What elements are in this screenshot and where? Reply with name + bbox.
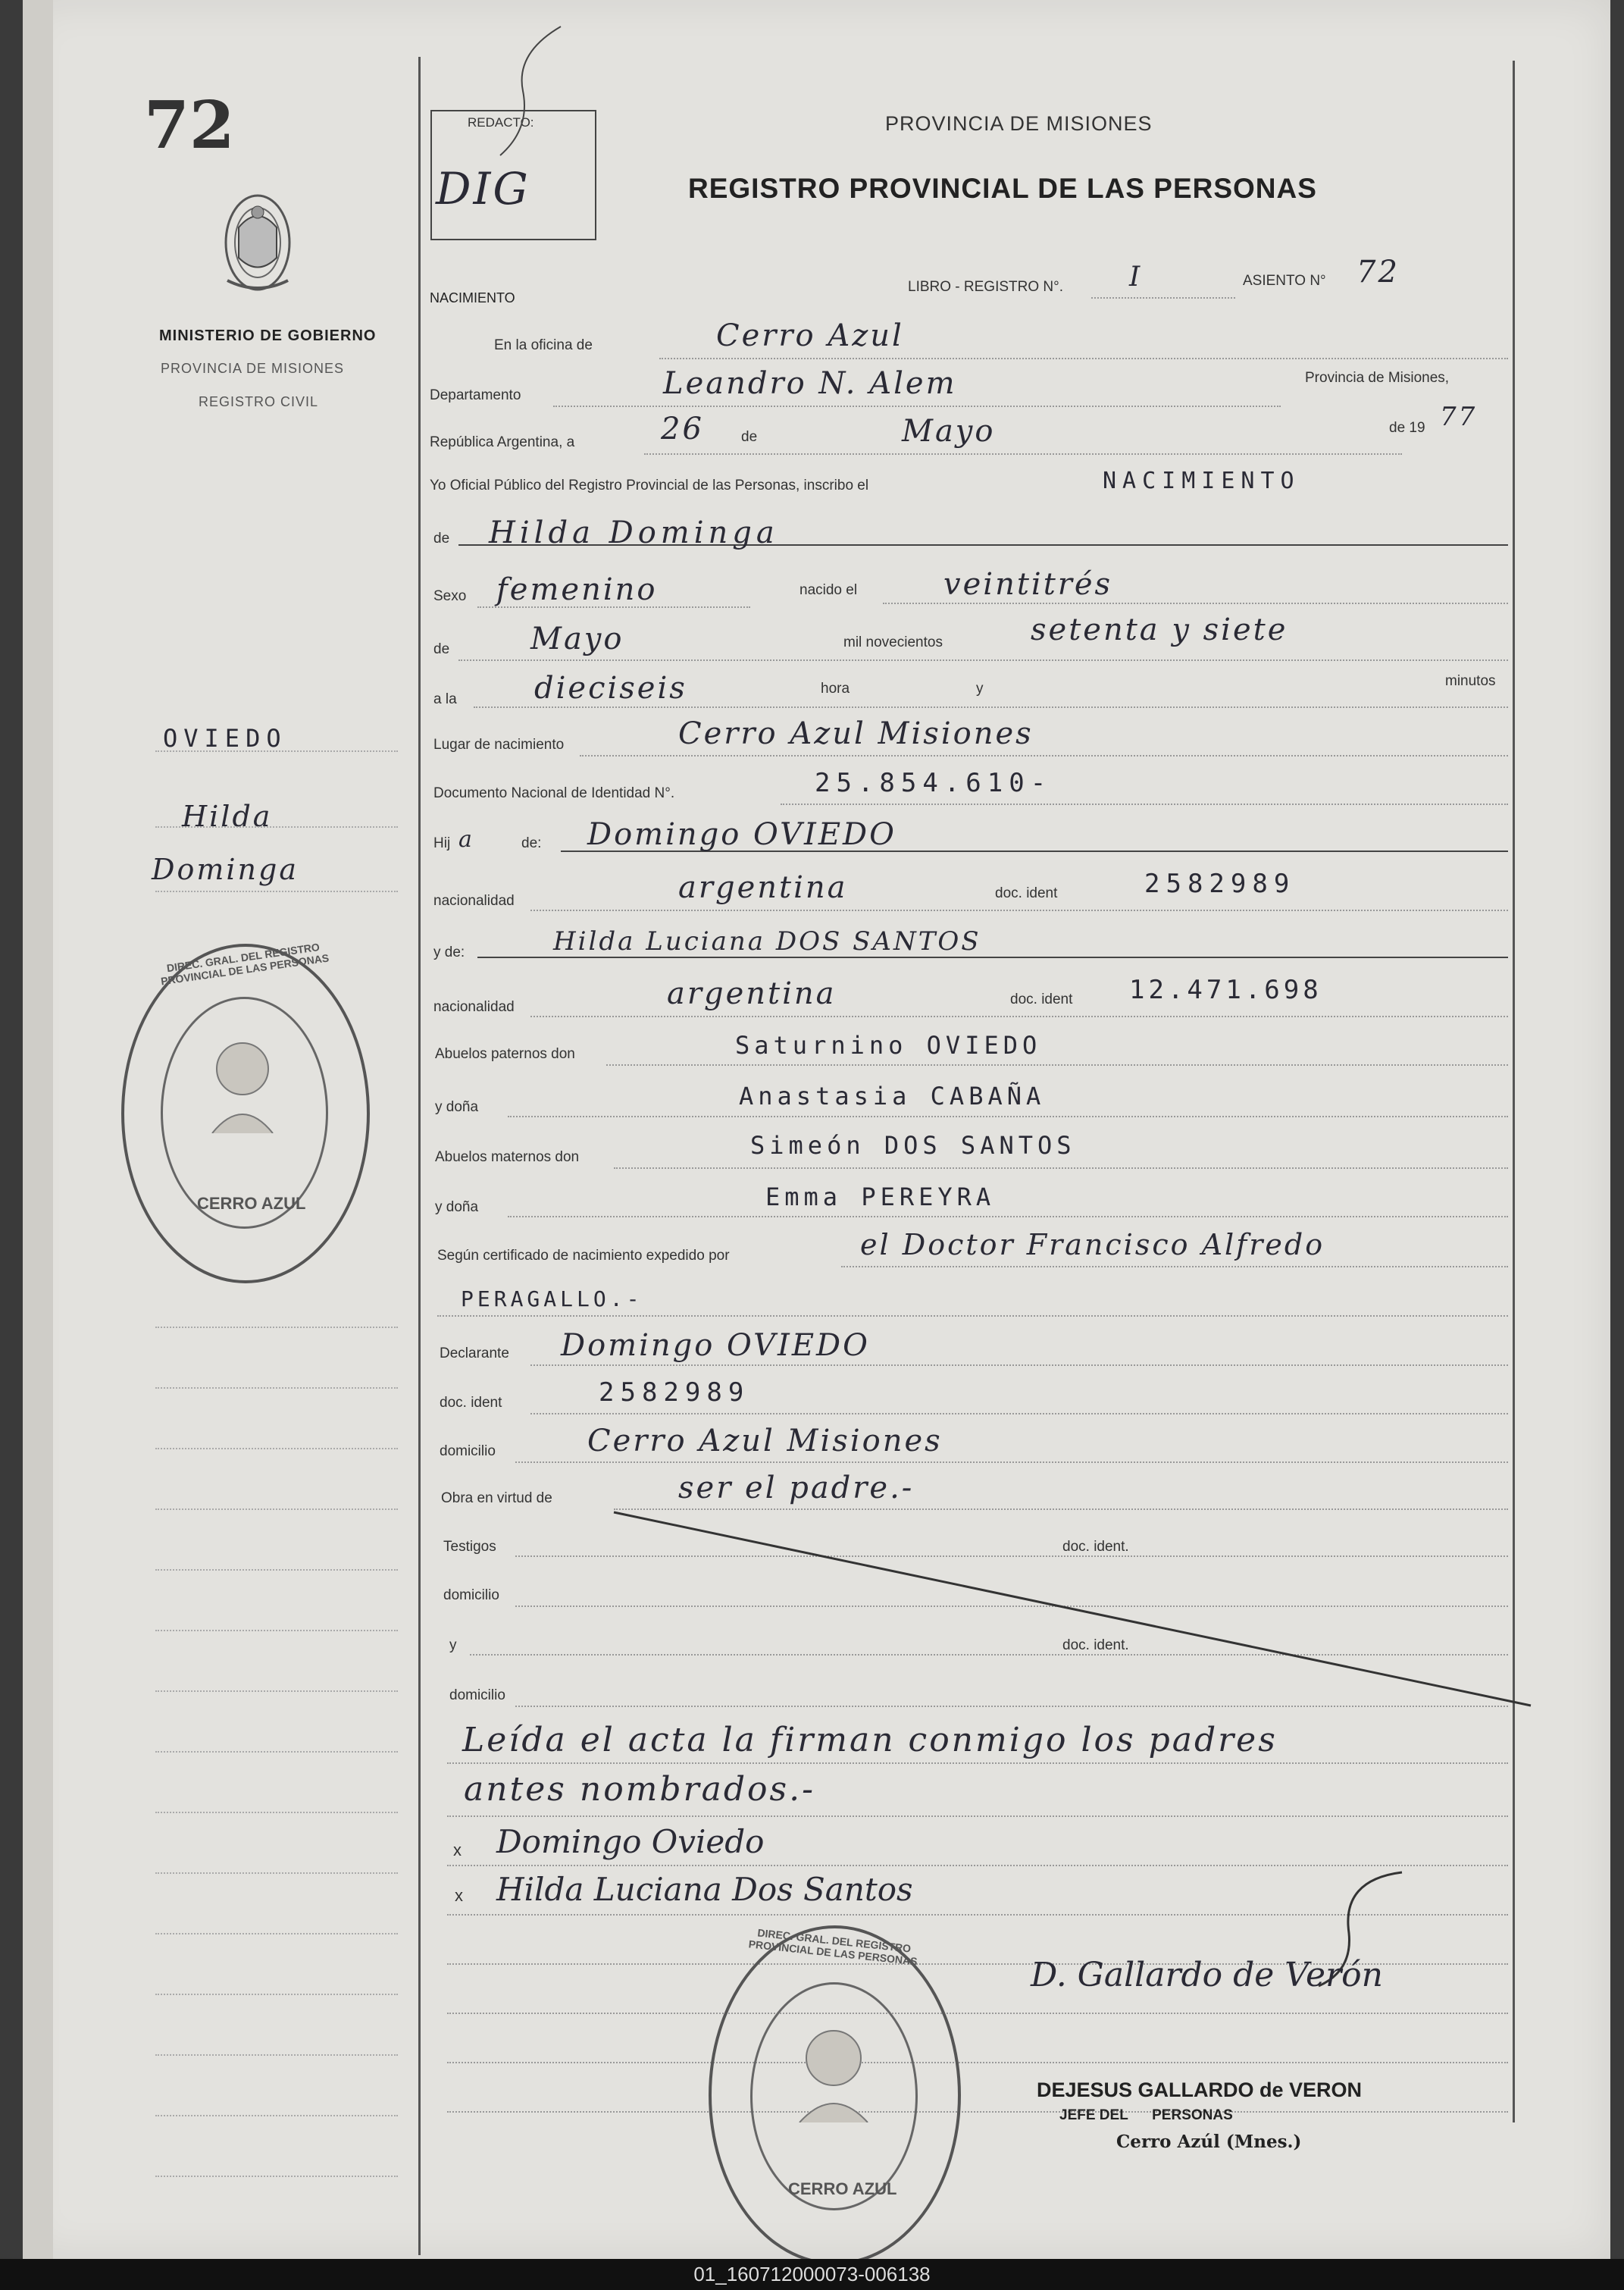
stamp-2-ring-text: DIREC. GRAL. DEL REGISTRO PROVINCIAL DE LAS PERSONAS (748, 1926, 918, 1968)
signature-mark-2: x (455, 1886, 463, 1905)
nacionalidad-2-value: argentina (667, 976, 837, 1011)
lugar-label: Lugar de nacimiento (433, 737, 565, 753)
abuelo-materno-value: Simeón DOS SANTOS (750, 1131, 1076, 1160)
page-number: 72 (144, 87, 235, 164)
oficial-text: Yo Oficial Público del Registro Provincial de las Personas, inscribo el (430, 478, 869, 493)
dia-value: 26 (661, 412, 704, 446)
y-dona-2-label: y doña (435, 1199, 479, 1215)
nacionalidad-1-label: nacionalidad (433, 893, 515, 909)
de2-label: de (433, 531, 450, 547)
nacido-label: nacido el (799, 582, 858, 598)
mes-value: Mayo (902, 414, 996, 449)
asiento-label: ASIENTO N° (1243, 273, 1326, 289)
domicilio-label: domicilio (440, 1443, 496, 1459)
nombre-value: Hilda Dominga (489, 515, 779, 550)
hijo-de-label: de: (521, 835, 542, 851)
abuela-paterna-value: Anastasia CABAÑA (739, 1082, 1046, 1111)
domicilio-testigo-2-label: domicilio (449, 1687, 505, 1703)
dni-label: Documento Nacional de Identidad N°. (433, 785, 675, 801)
redacto-value: DIG (436, 163, 530, 215)
registry-stamp (121, 940, 371, 1285)
doc-declarante-label: doc. ident (440, 1395, 502, 1411)
closing-line-2: antes nombrados.- (464, 1770, 815, 1809)
domicilio-value: Cerro Azul Misiones (587, 1424, 943, 1458)
minutos-label: minutos (1445, 673, 1496, 689)
y-testigo-label: y (449, 1637, 457, 1653)
right-border (1513, 61, 1515, 2122)
dni-value: 25.854.610- (815, 768, 1053, 798)
madre-value: Hilda Luciana DOS SANTOS (553, 926, 981, 957)
section-label: NACIMIENTO (430, 290, 515, 305)
oficina-label: En la oficina de (494, 337, 593, 353)
abuela-materna-value: Emma PEREYRA (765, 1183, 996, 1211)
stamp-center-text: CERRO AZUL (197, 1194, 306, 1213)
de-label: de (741, 429, 758, 445)
anio-label: de 19 (1389, 420, 1425, 436)
official-name: DEJESUS GALLARDO de VERON (1037, 2079, 1363, 2101)
certificado-value-2: PERAGALLO.- (461, 1286, 643, 1311)
cancellation-line (606, 1501, 1538, 1713)
signature-mark-1: x (453, 1840, 462, 1859)
nacionalidad-1-value: argentina (678, 870, 848, 905)
redacto-label: REDACTO: (468, 115, 534, 130)
registry-civil-label: REGISTRO CIVIL (199, 394, 319, 409)
hijo-suffix: a (458, 826, 474, 853)
redacto-scribble-icon (470, 23, 576, 159)
signature-father: Domingo Oviedo (496, 1823, 765, 1860)
abuelos-paternos-label: Abuelos paternos don (435, 1046, 575, 1062)
anio-nac-value: setenta y siete (1031, 612, 1288, 647)
abuelos-maternos-label: Abuelos maternos don (435, 1149, 580, 1165)
province-header: PROVINCIA DE MISIONES (885, 112, 1153, 135)
padre-value: Domingo OVIEDO (587, 817, 896, 852)
official-title: JEFE DEL PERSONAS (1059, 2107, 1233, 2123)
doc-ident-2-label: doc. ident (1010, 991, 1073, 1007)
official-location: Cerro Azúl (Mnes.) (1116, 2132, 1302, 2152)
stamp-portrait-icon (201, 1027, 284, 1133)
nacido-value: veintitrés (943, 567, 1113, 602)
obra-label: Obra en virtud de (441, 1490, 552, 1506)
margin-name-1: Hilda (182, 800, 273, 833)
doc-ident-testigo-1-label: doc. ident. (1062, 1539, 1129, 1555)
sexo-value: femenino (496, 572, 658, 607)
ministry-label: MINISTERIO DE GOBIERNO (159, 327, 377, 344)
margin-surname: OVIEDO (163, 724, 287, 753)
ala-label: a la (433, 691, 457, 707)
registry-title: REGISTRO PROVINCIAL DE LAS PERSONAS (688, 173, 1317, 204)
sexo-label: Sexo (433, 588, 467, 604)
obra-value: ser el padre.- (678, 1471, 915, 1505)
de3-label: de (433, 641, 450, 657)
official-signature: D. Gallardo de Verón (1031, 1956, 1383, 1994)
departamento-value: Leandro N. Alem (663, 366, 957, 401)
y-de-label: y de: (433, 945, 465, 960)
page-binding-edge (23, 0, 53, 2259)
registry-stamp-2 (709, 1925, 962, 2259)
margin-name-2: Dominga (152, 853, 299, 886)
stamp-2-portrait-icon (788, 2016, 879, 2122)
file-id-footer: 01_160712000073-006138 (0, 2259, 1624, 2290)
doc-ident-testigo-2-label: doc. ident. (1062, 1637, 1129, 1653)
anio-value: 77 (1440, 402, 1478, 432)
provincia-suffix: Provincia de Misiones, (1305, 370, 1450, 386)
y-label: y (976, 681, 984, 697)
certificado-label: Según certificado de nacimiento expedido por (437, 1248, 730, 1264)
mil-label: mil novecientos (843, 634, 943, 650)
doc-ident-1-label: doc. ident (995, 885, 1058, 901)
column-divider (418, 57, 421, 2255)
inscribo-value: NACIMIENTO (1103, 468, 1300, 494)
domicilio-testigo-1-label: domicilio (443, 1587, 499, 1603)
hora-label: hora (821, 681, 850, 697)
doc-madre-value: 12.471.698 (1129, 975, 1322, 1005)
stamp-ring-text: DIREC. GRAL. DEL REGISTRO PROVINCIAL DE LAS PERSONAS (160, 940, 330, 988)
oficina-value: Cerro Azul (716, 318, 904, 353)
signature-mother: Hilda Luciana Dos Santos (496, 1871, 913, 1908)
hijo-label: Hij (433, 835, 451, 851)
libro-label: LIBRO - REGISTRO N°. (908, 279, 1064, 295)
coat-of-arms-icon (216, 182, 299, 299)
y-dona-1-label: y doña (435, 1099, 479, 1115)
declarante-label: Declarante (440, 1345, 509, 1361)
doc-padre-value: 2582989 (1144, 869, 1296, 899)
declarante-value: Domingo OVIEDO (561, 1328, 870, 1363)
province-label: PROVINCIA DE MISIONES (161, 361, 345, 376)
departamento-label: Departamento (430, 387, 521, 403)
stamp-2-center-text: CERRO AZUL (788, 2179, 897, 2198)
doc-declarante-value: 2582989 (599, 1377, 750, 1408)
closing-line-1: Leída el acta la firman conmigo los padres (462, 1721, 1278, 1759)
libro-value: I (1129, 262, 1143, 293)
lugar-value: Cerro Azul Misiones (678, 716, 1034, 751)
hora-value: dieciseis (534, 671, 687, 706)
asiento-value: 72 (1356, 255, 1400, 290)
nacionalidad-2-label: nacionalidad (433, 999, 515, 1015)
mes-nac-value: Mayo (530, 622, 624, 656)
certificado-value: el Doctor Francisco Alfredo (860, 1228, 1325, 1261)
testigos-label: Testigos (443, 1539, 496, 1555)
republica-label: República Argentina, a (430, 434, 575, 450)
abuelo-paterno-value: Saturnino OVIEDO (735, 1031, 1042, 1060)
